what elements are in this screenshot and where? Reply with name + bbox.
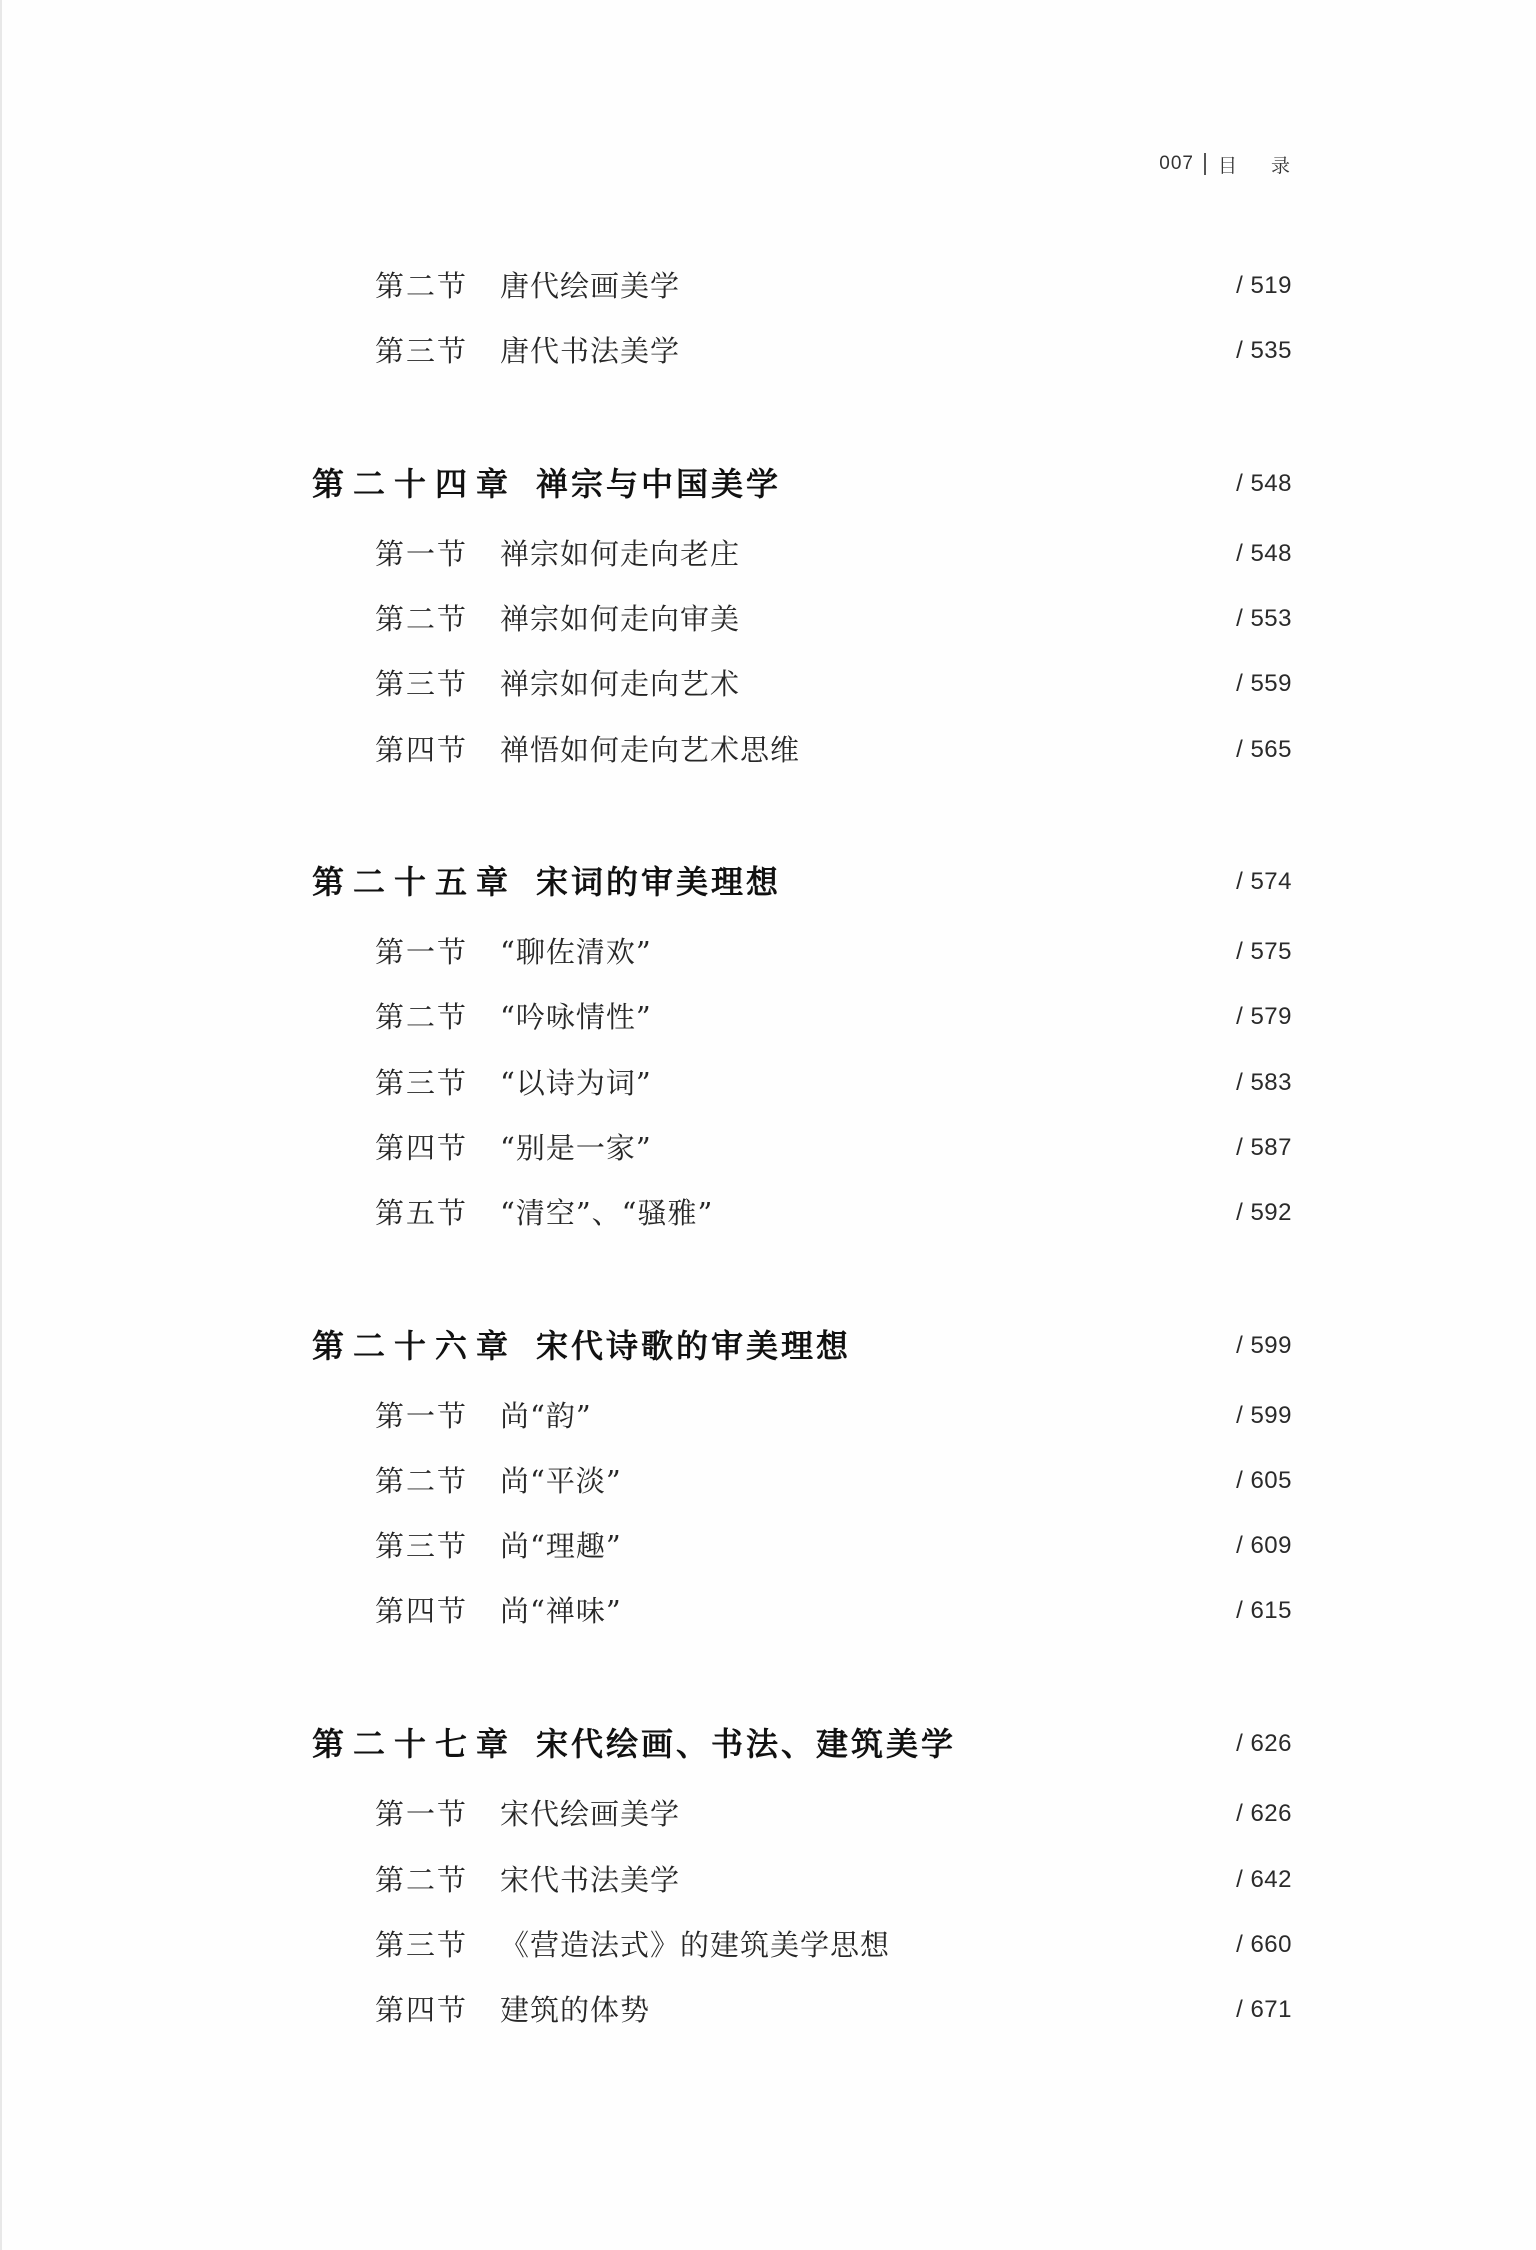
section-title: 宋代绘画美学: [500, 1797, 681, 1831]
section-title: 唐代绘画美学: [500, 269, 681, 303]
page-reference: / 626: [1236, 1730, 1292, 1757]
section-title: 宋代书法美学: [500, 1863, 681, 1897]
chapter-number: 第二十五章: [312, 863, 518, 901]
section-number: 第五节: [375, 1196, 469, 1230]
section-number: 第二节: [375, 1863, 469, 1897]
toc-chapter-line[interactable]: [2, 460, 1536, 508]
section-title: “别是一家”: [500, 1131, 652, 1165]
toc-section-line[interactable]: [2, 1522, 1536, 1570]
section-number: 第三节: [375, 1928, 469, 1962]
section-number: 第二节: [375, 1464, 469, 1498]
header-page-number: 007: [1159, 153, 1194, 174]
toc-section-line[interactable]: [2, 1189, 1536, 1237]
section-title: 禅悟如何走向艺术思维: [500, 733, 801, 767]
section-number: 第二节: [375, 602, 469, 636]
page-reference: / 559: [1236, 670, 1292, 697]
toc-section-line[interactable]: [2, 1587, 1536, 1635]
section-number: 第一节: [375, 1797, 469, 1831]
page-reference: / 660: [1236, 1931, 1292, 1958]
toc-section-line[interactable]: [2, 1921, 1536, 1969]
header-section-title: 目 录: [1217, 154, 1304, 177]
chapter-number: 第二十七章: [312, 1725, 518, 1763]
page-reference: / 548: [1236, 470, 1292, 497]
toc-section-line[interactable]: [2, 1457, 1536, 1505]
page-reference: / 599: [1236, 1332, 1292, 1359]
page-reference: / 609: [1236, 1532, 1292, 1559]
section-number: 第二节: [375, 269, 469, 303]
page-reference: / 587: [1236, 1134, 1292, 1161]
toc-section-line[interactable]: [2, 726, 1536, 774]
section-number: 第三节: [375, 1529, 469, 1563]
section-number: 第三节: [375, 667, 469, 701]
page-reference: / 553: [1236, 605, 1292, 632]
section-number: 第四节: [375, 1131, 469, 1165]
toc-chapter-line[interactable]: [2, 858, 1536, 906]
page-reference: / 565: [1236, 736, 1292, 763]
toc-section-line[interactable]: [2, 327, 1536, 375]
toc-section-line[interactable]: [2, 530, 1536, 578]
toc-section-line[interactable]: [2, 1392, 1536, 1440]
toc-section-line[interactable]: [2, 262, 1536, 310]
section-title: 尚“理趣”: [500, 1529, 622, 1563]
section-title: 唐代书法美学: [500, 334, 681, 368]
chapter-title: 宋代绘画、书法、建筑美学: [536, 1725, 957, 1763]
section-title: 建筑的体势: [500, 1993, 651, 2027]
chapter-title: 宋代诗歌的审美理想: [536, 1327, 852, 1365]
section-number: 第一节: [375, 1399, 469, 1433]
page-reference: / 615: [1236, 1597, 1292, 1624]
toc-section-line[interactable]: [2, 595, 1536, 643]
section-number: 第一节: [375, 537, 469, 571]
page-reference: / 579: [1236, 1003, 1292, 1030]
page-reference: / 671: [1236, 1996, 1292, 2023]
section-title: 禅宗如何走向老庄: [500, 537, 741, 571]
toc-chapter-line[interactable]: [2, 1720, 1536, 1768]
section-title: 尚“平淡”: [500, 1464, 622, 1498]
page-reference: / 548: [1236, 540, 1292, 567]
section-title: “清空”、“骚雅”: [500, 1196, 714, 1230]
page-reference: / 519: [1236, 272, 1292, 299]
section-number: 第二节: [375, 1000, 469, 1034]
page-reference: / 535: [1236, 337, 1292, 364]
section-title: 《营造法式》的建筑美学思想: [500, 1928, 891, 1962]
toc-chapter-line[interactable]: [2, 1322, 1536, 1370]
toc-section-line[interactable]: [2, 993, 1536, 1041]
page-reference: / 574: [1236, 868, 1292, 895]
section-title: 禅宗如何走向审美: [500, 602, 741, 636]
page-reference: / 575: [1236, 938, 1292, 965]
toc-section-line[interactable]: [2, 1790, 1536, 1838]
running-header: [1159, 148, 1304, 180]
section-number: 第四节: [375, 733, 469, 767]
toc-section-line[interactable]: [2, 1856, 1536, 1904]
section-title: “聊佐清欢”: [500, 935, 652, 969]
toc-section-line[interactable]: [2, 1986, 1536, 2034]
section-number: 第一节: [375, 935, 469, 969]
toc-section-line[interactable]: [2, 660, 1536, 708]
section-title: “吟咏情性”: [500, 1000, 652, 1034]
section-number: 第四节: [375, 1594, 469, 1628]
chapter-title: 禅宗与中国美学: [536, 465, 782, 503]
section-number: 第四节: [375, 1993, 469, 2027]
toc-section-line[interactable]: [2, 1059, 1536, 1107]
page-reference: / 592: [1236, 1199, 1292, 1226]
section-title: 尚“韵”: [500, 1399, 592, 1433]
chapter-number: 第二十四章: [312, 465, 518, 503]
toc-section-line[interactable]: [2, 1124, 1536, 1172]
section-title: 尚“禅味”: [500, 1594, 622, 1628]
page-reference: / 599: [1236, 1402, 1292, 1429]
section-number: 第三节: [375, 1066, 469, 1100]
header-divider: [1204, 153, 1206, 175]
section-title: “以诗为词”: [500, 1066, 652, 1100]
section-title: 禅宗如何走向艺术: [500, 667, 741, 701]
page-reference: / 626: [1236, 1800, 1292, 1827]
page-reference: / 583: [1236, 1069, 1292, 1096]
section-number: 第三节: [375, 334, 469, 368]
page-reference: / 642: [1236, 1866, 1292, 1893]
toc-section-line[interactable]: [2, 928, 1536, 976]
chapter-title: 宋词的审美理想: [536, 863, 782, 901]
chapter-number: 第二十六章: [312, 1327, 518, 1365]
page-reference: / 605: [1236, 1467, 1292, 1494]
